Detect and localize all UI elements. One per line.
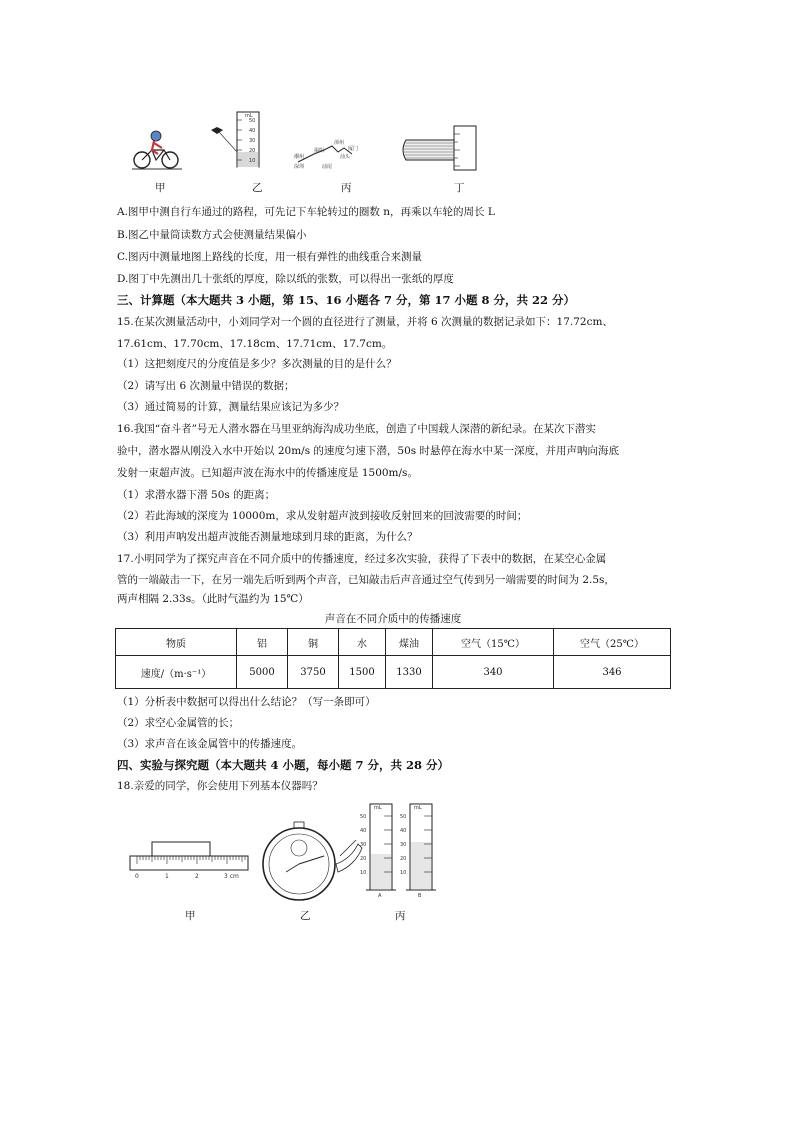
option-d: D.图丁中先测出几十张纸的厚度，除以纸的张数，可以得出一张纸的厚度: [117, 273, 454, 285]
cyl-b-unit: mL: [414, 805, 422, 811]
svg-text:揭阳: 揭阳: [314, 148, 325, 154]
q15-stem-line1: 15.在某次测量活动中，小刘同学对一个圆的直径进行了测量，并将 6 次测量的数据记录如下：17.72cm、: [117, 316, 613, 328]
ruler-tick-1: 1: [165, 873, 169, 880]
q16-stem-line2: 验中，潜水器从刚没入水中开始以 20m/s 的速度匀速下潜，50s 时悬停在海水中某一深度，并用声呐向海底: [117, 445, 620, 457]
svg-text:汕头: 汕头: [340, 154, 351, 160]
table-cell: 3750: [288, 656, 339, 689]
q15-stem-line2: 17.61cm、17.70cm、17.18cm、17.71cm、17.7cm。: [117, 338, 393, 350]
svg-text:40: 40: [360, 828, 367, 834]
table-header-cell: 水: [339, 629, 386, 656]
cyl-a-unit: mL: [374, 805, 382, 811]
q15-part3: （3）通过简易的计算，测量结果应该记为多少？: [117, 401, 345, 413]
option-c: C.图丙中测量地图上路线的长度，用一根有弹性的曲线重合来测量: [117, 251, 422, 263]
cylinder-b-label: B: [418, 893, 422, 899]
q17-stem-line3: 两声相隔 2.33s。（此时气温约为 15℃）: [117, 593, 309, 605]
svg-text:深圳: 深圳: [294, 164, 305, 170]
ruler-figure: [128, 838, 250, 882]
q16-stem-line3: 发射一束超声波。已知超声波在海水中的传播速度是 1500m/s。: [117, 467, 418, 479]
q17-part3: （3）求声音在该金属管中的传播速度。: [117, 738, 303, 750]
table-header-cell: 铜: [288, 629, 339, 656]
q16-part2: （2）若此海域的深度为 10000m，求从发射超声波到接收反射回来的回波需要的时间；: [117, 510, 528, 522]
cylinder-a-label: A: [378, 893, 382, 899]
cyl-tick-30: 30: [249, 138, 256, 144]
table-cell: 1500: [339, 656, 386, 689]
fig18-label-bing: 丙: [395, 910, 406, 922]
fig18-label-jia: 甲: [185, 910, 196, 922]
q16-part3: （3）利用声呐发出超声波能否测量地球到月球的距离，为什么？: [117, 531, 418, 543]
ruler-tick-3cm: 3 cm: [224, 873, 239, 880]
svg-text:漳州: 漳州: [334, 140, 345, 146]
svg-text:厦门: 厦门: [348, 146, 359, 152]
table-header-cell: 煤油: [386, 629, 433, 656]
table-row: [116, 656, 671, 689]
svg-text:50: 50: [400, 814, 407, 820]
table-header-cell: 空气（15℃）: [433, 629, 554, 656]
svg-text:30: 30: [400, 842, 407, 848]
svg-text:50: 50: [360, 814, 367, 820]
svg-text:20: 20: [400, 856, 407, 862]
q15-part1: （1）这把刻度尺的分度值是多少？多次测量的目的是什么？: [117, 358, 397, 370]
svg-text:30: 30: [360, 842, 367, 848]
option-b: B.图乙中量筒读数方式会使测量结果偏小: [117, 229, 307, 241]
svg-text:20: 20: [360, 856, 367, 862]
table-cell: 346: [554, 656, 671, 689]
table-header-cell: 铝: [237, 629, 288, 656]
svg-text:40: 40: [400, 828, 407, 834]
ruler-tick-0: 0: [135, 873, 139, 880]
q15-part2: （2）请写出 6 次测量中错误的数据；: [117, 380, 295, 392]
fig-label-yi: 乙: [252, 182, 263, 194]
q17-part2: （2）求空心金属管的长；: [117, 717, 240, 729]
ruler-tick-2: 2: [195, 873, 199, 880]
svg-text:mL: mL: [245, 113, 253, 119]
two-cylinders-figure: [360, 802, 450, 898]
cyl-tick-50: 50: [249, 118, 256, 124]
fig18-label-yi: 乙: [300, 910, 311, 922]
cyl-tick-20: 20: [249, 148, 256, 154]
map-route-figure: [292, 136, 372, 172]
q18-stem: 18.亲爱的同学，你会使用下列基本仪器吗？: [117, 780, 323, 792]
table-cell: 1330: [386, 656, 433, 689]
fig-label-ding: 丁: [454, 182, 465, 194]
fig-label-jia: 甲: [155, 182, 166, 194]
q17-stem-line1: 17.小明同学为了探究声音在不同介质中的传播速度，经过多次实验，获得了下表中的数据，在某空心金属: [117, 553, 607, 565]
section4-heading: 四、实验与探究题（本大题共 4 小题，每小题 7 分，共 28 分）: [117, 758, 450, 772]
stopwatch-figure: [258, 822, 368, 902]
table-cell: 5000: [237, 656, 288, 689]
paper-stack-figure: [398, 124, 478, 172]
q16-part1: （1）求潜水器下潜 50s 的距离；: [117, 489, 276, 501]
table-header-cell: 空气（25℃）: [554, 629, 671, 656]
speed-table: [115, 628, 671, 689]
table-header-row: [116, 629, 671, 656]
table-header-cell: 物质: [116, 629, 237, 656]
cylinder-eye-figure: [205, 108, 275, 170]
svg-text:10: 10: [360, 870, 367, 876]
cyl-tick-10: 10: [249, 158, 256, 164]
q17-stem-line2: 管的一端敲击一下，在另一端先后听到两个声音，已知敲击后声音通过空气传到另一端需要的时间为 2.5s，: [117, 574, 615, 586]
q17-part1: （1）分析表中数据可以得出什么结论？（写一条即可）: [117, 696, 376, 708]
bicycle-figure: [132, 128, 182, 170]
svg-text:汕尾: 汕尾: [322, 164, 333, 170]
cyl-tick-40: 40: [249, 128, 256, 134]
option-a: A.图甲中测自行车通过的路程，可先记下车轮转过的圈数 n，再乘以车轮的周长 L: [117, 206, 495, 218]
table-row-label: 速度/（m·s⁻¹）: [116, 656, 237, 689]
table-cell: 340: [433, 656, 554, 689]
svg-text:10: 10: [400, 870, 407, 876]
svg-text:潮州: 潮州: [294, 154, 305, 160]
section3-heading: 三、计算题（本大题共 3 小题，第 15、16 小题各 7 分，第 17 小题 8 分，共 22 分）: [117, 293, 576, 307]
q16-stem-line1: 16.我国“奋斗者”号无人潜水器在马里亚纳海沟成功坐底，创造了中国载人深潜的新纪录。在某次下潜实: [117, 423, 596, 435]
table-caption: 声音在不同介质中的传播速度: [324, 613, 462, 625]
fig-label-bing: 丙: [341, 182, 352, 194]
